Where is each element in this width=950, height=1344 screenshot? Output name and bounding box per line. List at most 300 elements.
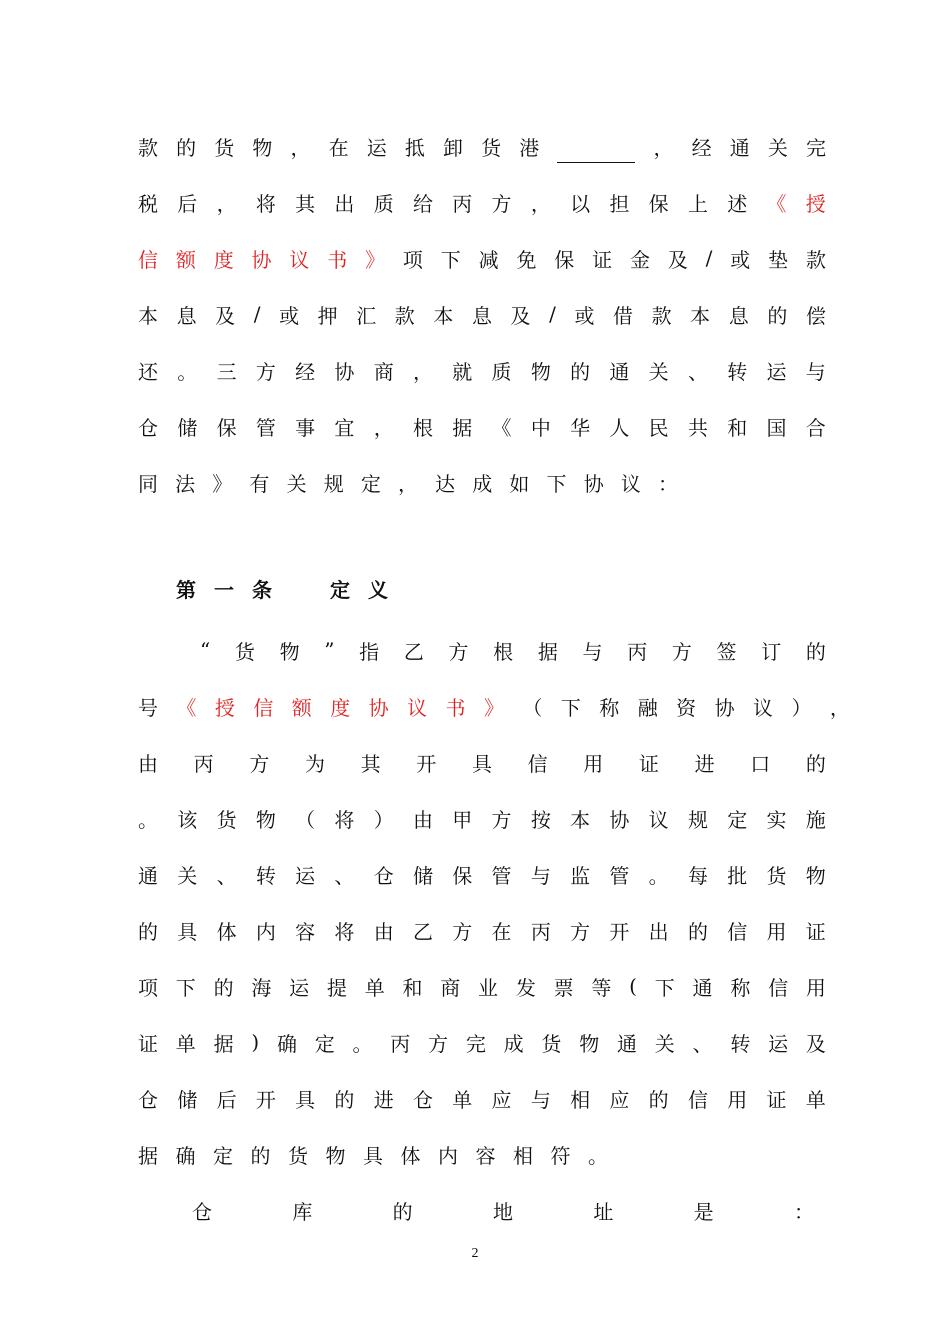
char: 具 [295, 1087, 316, 1112]
char: 款 [651, 303, 672, 328]
char: 在 [491, 919, 512, 944]
char: 的 [176, 135, 197, 160]
char: 据 [213, 1031, 234, 1056]
char: 订 [761, 639, 782, 664]
char: 实 [766, 807, 787, 832]
char: 下 [654, 975, 675, 1000]
char: 与 [582, 639, 603, 664]
char: 方 [428, 1031, 449, 1056]
char: 出 [334, 191, 355, 216]
char: 完 [465, 1031, 486, 1056]
char: 成 [503, 1031, 524, 1056]
char: 息 [176, 303, 197, 328]
char: 单 [805, 1087, 826, 1112]
char: 物 [579, 1031, 600, 1056]
char: 合 [805, 415, 826, 440]
char: 单 [452, 1087, 473, 1112]
char: 是 [693, 1199, 714, 1224]
char: 证 [766, 1087, 787, 1112]
char: 用 [727, 1087, 748, 1112]
char: 信 [768, 975, 789, 1000]
char: 物 [805, 863, 826, 888]
article-number [176, 574, 272, 603]
heading-char: 定 [330, 578, 350, 602]
char: 仓 [192, 1199, 212, 1224]
char: 成 [472, 471, 493, 496]
char: 的 [250, 1143, 271, 1168]
char: 、 [334, 863, 355, 888]
char: 定 [360, 471, 381, 496]
char: 税 [138, 191, 158, 216]
char: 管 [491, 863, 512, 888]
char: 货 [234, 639, 255, 664]
char: 》 [483, 695, 504, 720]
char: 关 [286, 471, 307, 496]
char: “ [200, 638, 211, 662]
p1-line-2 [138, 182, 826, 222]
char: （ [295, 807, 316, 832]
char: 《 [491, 415, 512, 440]
char: 定 [727, 807, 748, 832]
char: 内 [255, 919, 276, 944]
char: 关 [654, 1031, 675, 1056]
char: ， [530, 191, 551, 216]
char: 转 [255, 863, 276, 888]
char: 乙 [403, 639, 424, 664]
char: / [253, 302, 261, 326]
char: 项 [402, 247, 423, 272]
char: 单 [364, 975, 385, 1000]
char: 协 [251, 247, 272, 272]
char: 协 [334, 359, 355, 384]
page-number: 2 [471, 1246, 479, 1261]
char: 用 [583, 751, 604, 776]
char: 货 [216, 807, 237, 832]
char: 仓 [138, 415, 158, 440]
char: 体 [216, 919, 237, 944]
char: 度 [213, 247, 234, 272]
char: 就 [452, 359, 473, 384]
char: ， [216, 191, 237, 216]
char: 押 [317, 303, 338, 328]
p2-line-3 [138, 742, 826, 782]
char: 储 [177, 1087, 198, 1112]
char: ， [412, 359, 433, 384]
char: 乙 [412, 919, 433, 944]
p2-line-10 [138, 1134, 608, 1174]
char: 方 [452, 919, 473, 944]
char: 、 [216, 863, 237, 888]
char: 人 [609, 415, 630, 440]
char: 运 [766, 359, 787, 384]
char: 的 [687, 919, 708, 944]
char: 款 [805, 247, 826, 272]
char: 管 [609, 863, 630, 888]
p1-line-6 [138, 406, 826, 446]
char: 符 [550, 1143, 571, 1168]
p2-line-4 [138, 798, 826, 838]
char: 物 [279, 639, 300, 664]
char: 述 [727, 191, 748, 216]
p1-line-1 [138, 126, 826, 166]
char: 议 [620, 471, 641, 496]
char: 确 [175, 1143, 196, 1168]
char: 华 [570, 415, 591, 440]
char: 下 [440, 247, 461, 272]
char: 货 [481, 135, 502, 160]
char: ， [290, 135, 311, 160]
char: 用 [805, 975, 826, 1000]
char: 货 [541, 1031, 562, 1056]
char: 运 [768, 1031, 789, 1056]
char: 信 [727, 919, 748, 944]
char: 保 [554, 247, 575, 272]
char: 还 [138, 359, 158, 384]
char: 》 [365, 247, 386, 272]
char: 运 [295, 863, 316, 888]
char: 保 [648, 191, 669, 216]
char: 的 [392, 1199, 413, 1224]
char: 度 [330, 695, 351, 720]
char: 称 [730, 975, 751, 1000]
char: 据 [138, 1143, 158, 1168]
char: 货 [288, 1143, 308, 1168]
char: 转 [730, 1031, 751, 1056]
char: 授 [805, 191, 826, 216]
char: 信 [253, 695, 274, 720]
char: 用 [766, 919, 787, 944]
char: 息 [471, 303, 492, 328]
heading-char: 一 [214, 578, 234, 602]
char: 运 [366, 135, 387, 160]
char: 书 [445, 695, 466, 720]
char: 协 [609, 807, 630, 832]
char: 其 [360, 751, 381, 776]
char: 方 [570, 919, 591, 944]
char: 担 [609, 191, 630, 216]
char: 的 [805, 751, 826, 776]
char: 及 [215, 303, 236, 328]
char: 将 [334, 919, 355, 944]
char: 运 [289, 975, 310, 1000]
char: 质 [491, 359, 512, 384]
char: 货 [766, 863, 787, 888]
char: 及 [667, 247, 688, 272]
p1-line-3 [138, 238, 826, 278]
char: 或 [279, 303, 300, 328]
p1-line-7 [138, 462, 678, 502]
char: 息 [728, 303, 749, 328]
char: 方 [255, 359, 276, 384]
char: 由 [412, 807, 433, 832]
char: 及 [805, 1031, 826, 1056]
char: 关 [177, 863, 198, 888]
char: ， [829, 695, 850, 720]
char: 规 [687, 807, 708, 832]
char: 项 [138, 975, 158, 1000]
char: 的 [570, 359, 591, 384]
char: 港 [519, 135, 540, 160]
char: 的 [138, 919, 158, 944]
char: 规 [323, 471, 344, 496]
char: 后 [216, 1087, 237, 1112]
char: 施 [805, 807, 826, 832]
char: 》 [212, 471, 233, 496]
char: 抵 [404, 135, 425, 160]
char: 签 [716, 639, 737, 664]
char: 通 [729, 135, 750, 160]
char: 的 [805, 639, 826, 664]
char: 确 [276, 1031, 297, 1056]
char: ， [397, 471, 418, 496]
p2-line-7 [138, 966, 826, 1006]
char: 借 [613, 303, 634, 328]
heading-char: 义 [368, 578, 388, 602]
char: 关 [648, 359, 669, 384]
char: 批 [727, 863, 748, 888]
char: 丙 [193, 751, 214, 776]
char: 完 [806, 135, 826, 160]
fill-in-blank [557, 144, 635, 163]
char: 出 [648, 919, 669, 944]
char: 证 [805, 919, 826, 944]
char: ) [251, 1030, 260, 1054]
char: 。 [588, 1143, 608, 1168]
char: 业 [478, 975, 499, 1000]
char: （ [522, 695, 543, 720]
char: 中 [530, 415, 551, 440]
char: 定 [213, 1143, 233, 1168]
char: 质 [373, 191, 394, 216]
char: 仓 [373, 863, 394, 888]
char: 共 [687, 415, 708, 440]
char: 给 [412, 191, 433, 216]
char: 应 [491, 1087, 512, 1112]
char: / [705, 246, 713, 270]
char: 每 [687, 863, 708, 888]
char: 具 [471, 751, 492, 776]
char: 提 [326, 975, 347, 1000]
char: 监 [570, 863, 591, 888]
char: ( [629, 974, 637, 998]
p2-line-6 [138, 910, 826, 950]
char: 货 [214, 135, 235, 160]
char: 开 [609, 919, 630, 944]
char: 上 [687, 191, 708, 216]
p2-line-9 [138, 1078, 826, 1118]
char: 体 [400, 1143, 421, 1168]
heading-char: 第 [176, 578, 196, 602]
char: 关 [767, 135, 788, 160]
p2-line-1 [200, 630, 826, 670]
p2-line-2 [138, 686, 850, 726]
char: 管 [255, 415, 276, 440]
char: 及 [510, 303, 531, 328]
char: 本 [690, 303, 711, 328]
char: 在 [328, 135, 349, 160]
char: 下 [546, 471, 567, 496]
char: 款 [394, 303, 415, 328]
char: 信 [138, 247, 158, 272]
char: 丙 [390, 1031, 411, 1056]
char: 。 [352, 1031, 373, 1056]
char: 转 [727, 359, 748, 384]
char: 仓 [138, 1087, 158, 1112]
char: 偿 [805, 303, 826, 328]
char: 宜 [334, 415, 355, 440]
char: 物 [325, 1143, 346, 1168]
char: 物 [255, 807, 276, 832]
char: 据 [537, 639, 558, 664]
char: 单 [175, 1031, 196, 1056]
char: 。 [138, 807, 158, 832]
char: 容 [295, 919, 316, 944]
char: 方 [448, 639, 469, 664]
char: 储 [177, 415, 198, 440]
char: ， [373, 415, 394, 440]
char: 事 [295, 415, 316, 440]
char: 丙 [530, 919, 551, 944]
char: 进 [694, 751, 715, 776]
p2-line-8 [138, 1022, 826, 1062]
char: 商 [440, 975, 461, 1000]
char: 由 [373, 919, 394, 944]
char: 将 [255, 191, 276, 216]
char: 物 [530, 359, 551, 384]
char: 本 [138, 303, 158, 328]
p1-line-5 [138, 350, 826, 390]
p3-line-1 [192, 1190, 814, 1230]
char: 达 [435, 471, 456, 496]
char: 和 [727, 415, 748, 440]
char: 证 [638, 751, 659, 776]
char: 三 [216, 359, 237, 384]
char: 与 [805, 359, 826, 384]
char: 方 [491, 191, 512, 216]
char: 。 [648, 863, 669, 888]
char: 议 [289, 247, 310, 272]
char: 资 [676, 695, 697, 720]
char: 汇 [356, 303, 377, 328]
char: 减 [478, 247, 499, 272]
char: 据 [452, 415, 473, 440]
char: 如 [509, 471, 530, 496]
char: 口 [750, 751, 771, 776]
char: 应 [609, 1087, 630, 1112]
char: 地 [492, 1199, 513, 1224]
char: 库 [292, 1199, 313, 1224]
char: 融 [637, 695, 658, 720]
char: 按 [530, 807, 551, 832]
char: 通 [609, 359, 630, 384]
char: 有 [249, 471, 270, 496]
char: 通 [692, 975, 713, 1000]
char: 内 [438, 1143, 458, 1168]
char: 或 [730, 247, 751, 272]
char: 《 [176, 695, 197, 720]
char: 将 [334, 807, 355, 832]
char: 甲 [452, 807, 473, 832]
char: ” [324, 638, 335, 662]
char: 、 [687, 359, 708, 384]
char: ： [793, 1199, 814, 1224]
char: / [549, 302, 556, 326]
char: 称 [599, 695, 620, 720]
char: 的 [767, 303, 788, 328]
char: 与 [530, 863, 551, 888]
char: 免 [516, 247, 537, 272]
char: 本 [433, 303, 454, 328]
char: 丙 [452, 191, 473, 216]
char: 物 [252, 135, 273, 160]
article-heading [176, 574, 388, 603]
char: 的 [213, 975, 234, 1000]
char: 为 [304, 751, 325, 776]
char: 方 [671, 639, 692, 664]
char: 经 [691, 135, 712, 160]
char: 仓 [412, 1087, 433, 1112]
char: 票 [553, 975, 574, 1000]
char: 议 [648, 807, 669, 832]
char: 后 [177, 191, 198, 216]
char: 相 [513, 1143, 533, 1168]
char: 书 [327, 247, 348, 272]
char: 垫 [768, 247, 789, 272]
char: 民 [648, 415, 669, 440]
p2-line-5 [138, 854, 826, 894]
char: 保 [216, 415, 237, 440]
char: 等 [591, 975, 612, 1000]
char: 方 [249, 751, 270, 776]
char: 根 [493, 639, 514, 664]
char: 的 [334, 1087, 355, 1112]
char: 下 [175, 975, 196, 1000]
p1-line-4 [138, 294, 826, 334]
char: 相 [570, 1087, 591, 1112]
char: 议 [753, 695, 773, 720]
char: 具 [363, 1143, 383, 1168]
char: 具 [177, 919, 198, 944]
char: 下 [560, 695, 581, 720]
char: 储 [412, 863, 433, 888]
char: 议 [407, 695, 428, 720]
article-title [330, 574, 388, 603]
char: 址 [593, 1199, 614, 1224]
char: 的 [648, 1087, 669, 1112]
char: 保 [452, 863, 473, 888]
char: ） [373, 807, 394, 832]
char: 。 [177, 359, 198, 384]
char: ） [791, 695, 812, 720]
char: 号 [138, 695, 158, 720]
char: 或 [574, 303, 595, 328]
char: 《 [766, 191, 787, 216]
char: 同 [138, 471, 158, 496]
char: 协 [714, 695, 735, 720]
char: 进 [373, 1087, 394, 1112]
char: 额 [175, 247, 196, 272]
char: 证 [592, 247, 613, 272]
char: 与 [530, 1087, 551, 1112]
char: 定 [314, 1031, 335, 1056]
char: 国 [766, 415, 787, 440]
char: 、 [692, 1031, 713, 1056]
char: 以 [570, 191, 591, 216]
char: 由 [138, 751, 158, 776]
char: 指 [359, 639, 380, 664]
char: 额 [291, 695, 312, 720]
char: 协 [368, 695, 389, 720]
